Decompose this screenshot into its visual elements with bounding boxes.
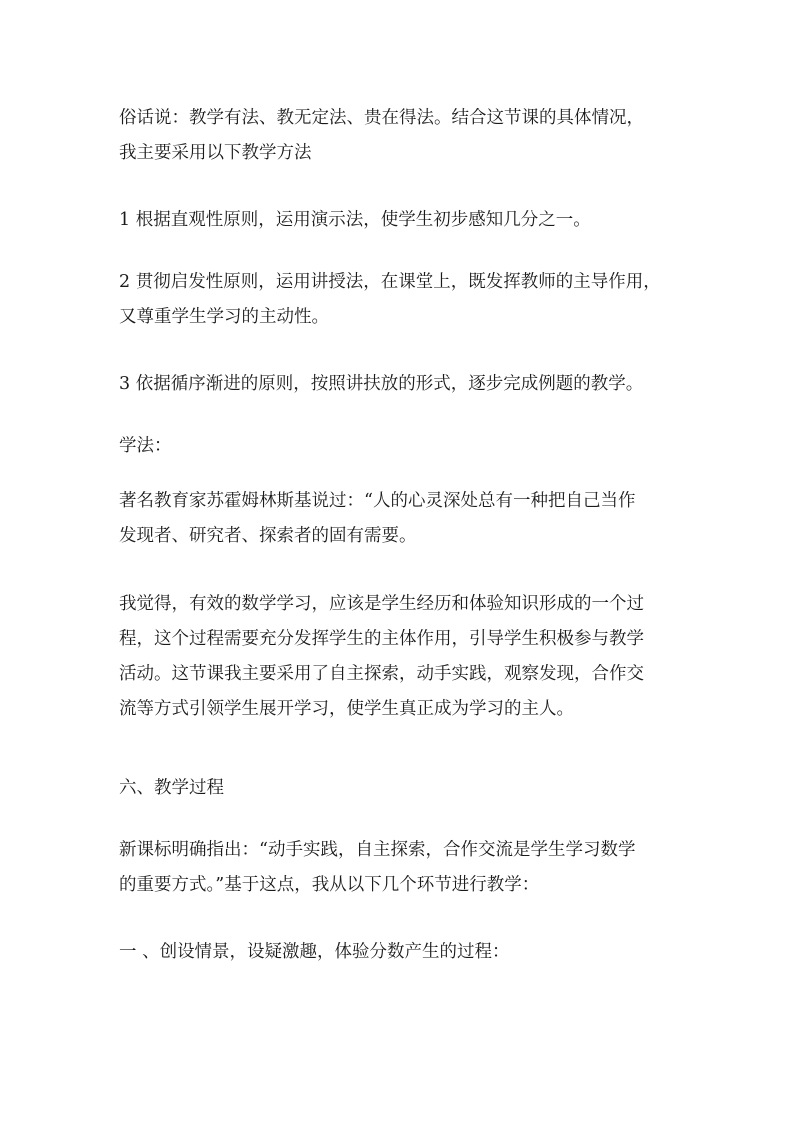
text-line: 著名教育家苏霍姆林斯基说过：“人的心灵深处总有一种把自己当作 <box>119 491 636 511</box>
text-line: 2 贯彻启发性原则，运用讲授法，在课堂上，既发挥教师的主导作用， <box>119 272 661 292</box>
text-line: 的重要方式。”基于这点，我从以下几个环节进行教学： <box>119 875 540 895</box>
paragraph-method-2 <box>119 265 679 335</box>
heading-step-1 <box>119 935 679 970</box>
text-line: 3 依据循序渐进的原则，按照讲扶放的形式，逐步完成例题的教学。 <box>119 374 644 394</box>
text-line: 俗话说：教学有法、教无定法、贵在得法。结合这节课的具体情况， <box>119 108 644 128</box>
text-line: 程，这个过程需要充分发挥学生的主体作用，引导学生积极参与教学 <box>119 629 644 649</box>
paragraph-curriculum-standard <box>119 833 679 903</box>
heading-learning-method <box>119 429 679 464</box>
text-line: 一 、创设情景，设疑激趣，体验分数产生的过程： <box>119 942 510 962</box>
text-line: 又尊重学生学习的主动性。 <box>119 307 329 327</box>
text-line: 活动。这节课我主要采用了自主探索，动手实践，观察发现，合作交 <box>119 664 644 684</box>
text-line: 六、教学过程 <box>119 778 224 798</box>
text-line: 学法： <box>119 436 172 456</box>
paragraph-method-3 <box>119 367 679 402</box>
text-line: 新课标明确指出：“动手实践，自主探索，合作交流是学生学习数学 <box>119 840 636 860</box>
paragraph-effective-learning <box>119 587 679 727</box>
text-line: 发现者、研究者、探索者的固有需要。 <box>119 526 417 546</box>
heading-teaching-process <box>119 771 679 806</box>
paragraph-teaching-method-intro <box>119 101 679 171</box>
text-line: 流等方式引领学生展开学习，使学生真正成为学习的主人。 <box>119 699 574 719</box>
paragraph-method-1 <box>119 203 679 238</box>
paragraph-quote <box>119 484 679 554</box>
text-line: 我觉得，有效的数学学习，应该是学生经历和体验知识形成的一个过 <box>119 594 644 614</box>
text-line: 我主要采用以下教学方法 <box>119 143 312 163</box>
text-line: 1 根据直观性原则，运用演示法，使学生初步感知几分之一。 <box>119 210 591 230</box>
